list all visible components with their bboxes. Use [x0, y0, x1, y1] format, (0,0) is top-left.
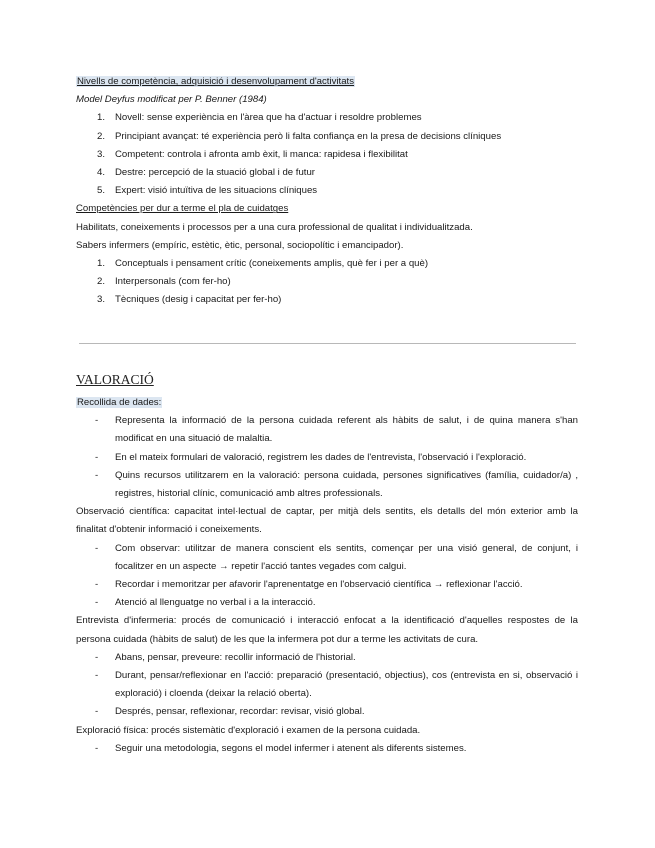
list-item: 4. Destre: percepció de la stuació global i de futur	[97, 167, 315, 179]
competencies-text: Habilitats, coneixements i processos per a una cura professional de qualitat i individualitzada.	[76, 221, 473, 233]
list-item: - En el mateix formulari de valoració, registrem les dades de l'entrevista, l'observació i l'exploració.	[95, 451, 527, 463]
entrevista-text: Entrevista d'infermeria: procés de comunicació i interacció enfocat a la identificació d'aquelles respostes de la persona cuidada (hàbits de salut) de les que la infermera pot dur a terme les activitats de cura.	[76, 615, 578, 645]
recollida-list	[76, 412, 578, 503]
recollida-title: Recollida de dades:	[77, 397, 162, 408]
entrevista-list	[76, 649, 578, 722]
list-item: - Després, pensar, reflexionar, recordar: revisar, visió global.	[95, 706, 365, 718]
model-line: Model Deyfus modificat per P. Benner (1984)	[76, 94, 267, 106]
list-item: 1. Novell: sense experiència en l'àrea que ha d'actuar i resoldre problemes	[97, 112, 422, 124]
observacio-text: Observació científica: capacitat intel·lectual de captar, per mitjà dels sentits, els detalls del món exterior amb la finalitat d'obtenir informació i coneixements.	[76, 506, 578, 536]
list-item: - Abans, pensar, preveure: recollir informació de l'historial.	[95, 651, 356, 663]
list-item: 1. Conceptuals i pensament crític (coneixements amplis, què fer i per a què)	[97, 258, 429, 270]
exploracio-text: Exploració física: procés sistemàtic d'exploració i examen de la persona cuidada.	[76, 724, 421, 736]
list-item: - Durant, pensar/reflexionar en l'acció: preparació (presentació, objectius), cos (entrevista en si, observació i exploració) i cloenda (deixar la relació oberta).	[95, 670, 578, 700]
horizontal-divider	[79, 343, 576, 344]
list-item: - Recordar i memoritzar per afavorir l'aprenentatge en l'observació científica → reflexionar l'acció.	[95, 579, 523, 591]
list-item: - Representa la informació de la persona cuidada referent als hàbits de salut, i de quina manera s'han modificat en una situació de malaltia.	[95, 415, 578, 445]
competence-levels-list	[76, 109, 578, 200]
list-item: - Seguir una metodologia, segons el model infermer i atenent als diferents sistemes.	[95, 742, 467, 754]
list-item: - Atenció al llenguatge no verbal i a la interacció.	[95, 597, 316, 609]
list-item: 3. Tècniques (desig i capacitat per fer-ho)	[97, 294, 282, 306]
observacio-list	[76, 540, 578, 613]
list-item: 2. Principiant avançat: té experiència però li falta confiança en la presa de decisions clíniques	[97, 130, 502, 142]
sabers-list	[76, 255, 578, 310]
list-item: - Com observar: utilitzar de manera conscient els sentits, començar per una visió general, de conjunt, i focalitzer en un aspecte → repetir l'acció tantes vegades com calgui.	[95, 542, 578, 572]
valoracio-section	[76, 394, 578, 758]
list-item: 3. Competent: controla i afronta amb èxit, li manca: rapidesa i flexibilitat	[97, 148, 408, 160]
competence-title: Nivells de competència, adquisició i desenvolupament d'activitats	[77, 76, 355, 87]
list-item: - Quins recursos utilitzarem en la valoració: persona cuidada, persones significatives (família, cuidador/a) , registres, historial clínic, comunicació amb altres professionals.	[95, 469, 578, 500]
list-item: 2. Interpersonals (com fer-ho)	[97, 276, 231, 288]
competencies-title: Competències per dur a terme el pla de cuidatges	[76, 203, 289, 215]
sabers-text: Sabers infermers (empíric, estètic, ètic, personal, sociopolític i emancipador).	[76, 239, 404, 251]
exploracio-list	[76, 740, 578, 758]
valoracio-heading: VALORACIÓ	[76, 372, 154, 387]
list-item: 5. Expert: visió intuïtiva de les situacions clíniques	[97, 185, 318, 197]
competence-section	[76, 73, 578, 310]
